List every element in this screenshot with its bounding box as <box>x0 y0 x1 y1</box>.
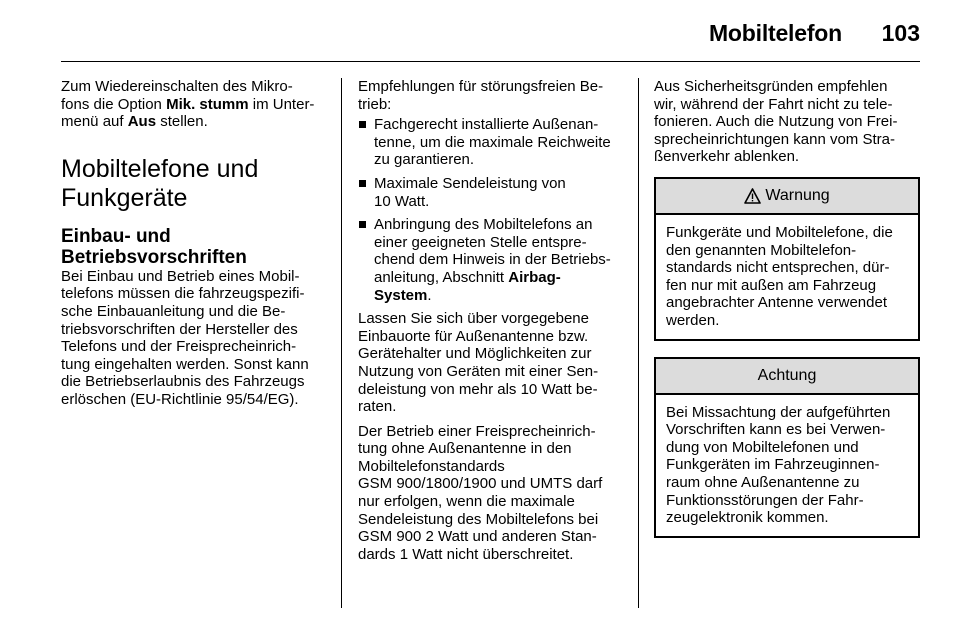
section-heading: Mobiltelefone und Funkgeräte <box>61 154 259 212</box>
safety-paragraph: Aus Sicherheitsgründen empfehlen wir, während der Fahrt nicht zu tele- fonieren. Auch die Nutzung von Frei- sprecheinrichtungen kann vom Stra- ßenverkehr ablenken. <box>654 78 898 166</box>
body-paragraph: Bei Einbau und Betrieb eines Mobil- telefons müssen die fahrzeugspezifi- sche Einbauanleitung und die Be- triebsvorschriften der Hersteller des Telefons und der Freisprecheinrich- tung eingehalten werden. Sonst kann die Betriebserlaubnis des Fahrzeugs erlöschen (EU-Richtlinie 95/54/EG). <box>61 267 309 408</box>
intro-paragraph: Zum Wiedereinschalten des Mikro- fons die Option Mik. stumm im Unter- menü auf Aus stellen. <box>61 78 315 131</box>
header-divider <box>61 61 920 62</box>
page-number: 103 <box>881 20 920 46</box>
caution-text: Bei Missachtung der aufgeführten Vorschriften kann es bei Verwen- dung von Mobiltelefonen und Funkgeräten im Fahrzeuginnen- raum ohne Außenantenne zu Funktionsstörungen der Fahr- zeugelektronik kommen. <box>666 403 891 527</box>
warning-header <box>656 179 918 215</box>
recommendations-list <box>358 116 626 304</box>
column-3 <box>654 78 920 538</box>
list-item: Anbringung des Mobiltelefons an einer geeigneten Stelle entspre- chend dem Hinweis in der Betriebs- anleitung, Abschnitt Airbag- System. <box>358 216 626 304</box>
option-aus: Aus <box>127 113 157 131</box>
list-item: Fachgerecht installierte Außenan- tenne, um die maximale Reichweite zu garantieren. <box>358 116 626 169</box>
caution-box <box>654 357 920 538</box>
page-header <box>0 0 960 62</box>
caution-header <box>656 359 918 395</box>
option-mik-stumm: Mik. stumm <box>166 95 249 113</box>
subsection-heading: Einbau- und Betriebsvorschriften <box>61 225 247 268</box>
bullet-icon <box>359 121 366 128</box>
bullet-icon <box>359 221 366 228</box>
warning-triangle-icon <box>744 188 761 204</box>
column-divider-2 <box>638 78 639 608</box>
body-paragraph: Der Betrieb einer Freisprecheinrich- tung ohne Außenantenne in den Mobiltelefonstandards GSM 900/1800/1900 und UMTS darf nur erfolgen, wenn die maximale Sendeleistung des Mobiltelefons bei GSM 900 2 Watt und anderen Stan- dards 1 Watt nicht überschreitet. <box>358 422 603 563</box>
page-title: Mobiltelefon <box>708 20 842 46</box>
column-1 <box>61 78 327 409</box>
caution-title: Achtung <box>757 366 817 384</box>
list-item: Maximale Sendeleistung von 10 Watt. <box>358 175 626 210</box>
column-divider-1 <box>341 78 342 608</box>
bullet-icon <box>359 180 366 187</box>
crossref-airbag-system: Airbag- <box>508 268 561 286</box>
warning-box <box>654 177 920 341</box>
warning-text: Funkgeräte und Mobiltelefone, die den genannten Mobiltelefon- standards nicht entsprechen, dür- fen nur mit außen am Fahrzeug angebrachter Antenne verwendet werden. <box>666 223 893 329</box>
warning-title: Warnung <box>765 187 830 205</box>
column-2 <box>358 78 626 563</box>
recommendations-intro: Empfehlungen für störungsfreien Be- trieb: <box>358 78 604 113</box>
body-paragraph: Lassen Sie sich über vorgegebene Einbauorte für Außenantenne bzw. Gerätehalter und Möglichkeiten zur Nutzung von Geräten mit einer Sen- deleistung von mehr als 10 Watt be- raten. <box>358 310 599 416</box>
